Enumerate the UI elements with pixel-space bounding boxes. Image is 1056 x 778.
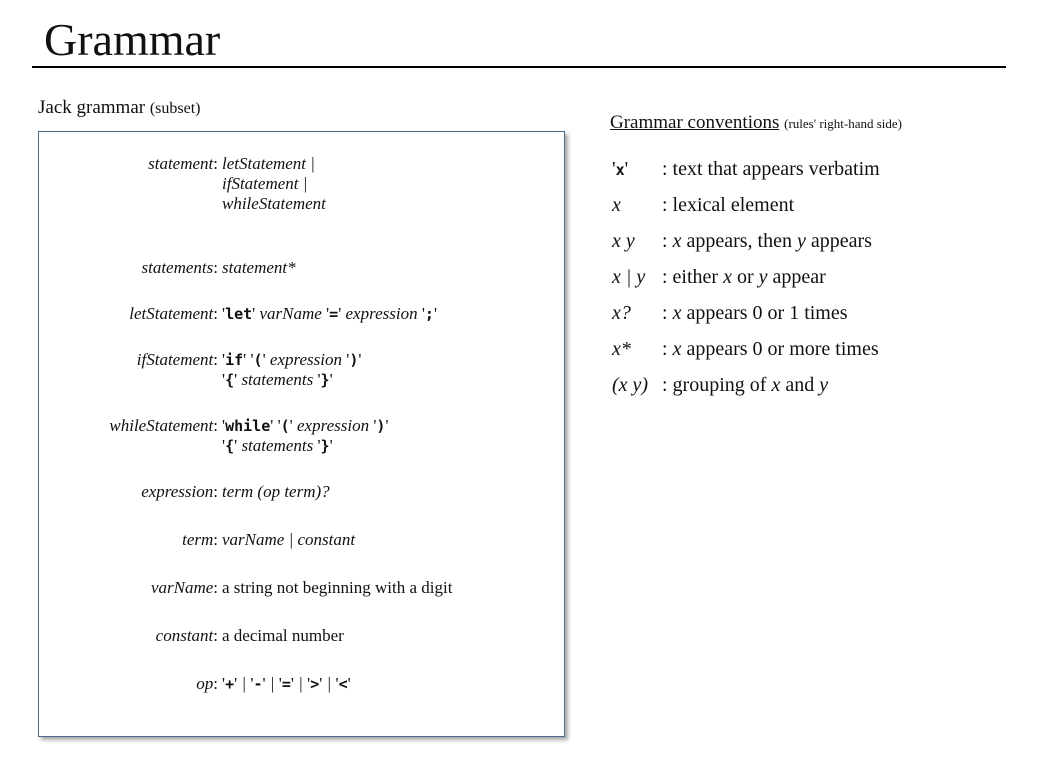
rule-lhs: op: bbox=[196, 674, 218, 693]
rule-lhs: letStatement: bbox=[129, 304, 218, 323]
convention-symbol: x y bbox=[612, 230, 635, 252]
convention-desc: : grouping of x and y bbox=[662, 374, 829, 396]
rule-rhs bbox=[222, 154, 326, 214]
convention-desc: : text that appears verbatim bbox=[662, 158, 880, 180]
conventions-heading-text: Grammar conventions bbox=[610, 112, 780, 133]
conventions-heading bbox=[610, 112, 902, 134]
rhs-line bbox=[222, 154, 326, 174]
convention-symbol: x? bbox=[612, 302, 631, 324]
rule-lhs: expression: bbox=[141, 482, 218, 501]
rule-lhs: constant: bbox=[155, 626, 218, 645]
conventions-heading-sub: (rules' right-hand side) bbox=[784, 116, 902, 131]
rhs-text: term (op term)? bbox=[222, 482, 330, 501]
rhs-text: statement* bbox=[222, 258, 296, 277]
rhs-text: varName | constant bbox=[222, 530, 356, 549]
convention-symbol: (x y) bbox=[612, 374, 649, 396]
rhs-line: 'while' '(' expression ')' bbox=[222, 416, 389, 435]
rule-rhs bbox=[222, 482, 330, 502]
rule-rhs bbox=[222, 626, 344, 646]
rule-lhs: whileStatement: bbox=[109, 416, 218, 435]
grammar-heading-sub: (subset) bbox=[149, 100, 201, 117]
rhs-text: a decimal number bbox=[222, 626, 344, 645]
rule-rhs bbox=[222, 578, 452, 598]
rule-rhs bbox=[222, 530, 355, 550]
convention-symbol: x bbox=[612, 194, 621, 216]
rhs-line bbox=[222, 626, 344, 646]
rhs-text: a string not beginning with a digit bbox=[222, 578, 453, 597]
rule-rhs bbox=[222, 350, 361, 390]
grammar-box bbox=[38, 131, 565, 737]
rhs-line: 'let' varName '=' expression ';' bbox=[222, 304, 438, 323]
rhs-text: ifStatement | bbox=[222, 174, 308, 193]
rhs-line bbox=[222, 174, 326, 194]
rule-lhs: statements: bbox=[141, 258, 218, 277]
convention-desc: : either x or y appear bbox=[662, 266, 826, 288]
convention-desc: : x appears 0 or 1 times bbox=[662, 302, 848, 324]
rhs-line: 'if' '(' expression ')' bbox=[222, 350, 362, 369]
grammar-heading-text: Jack grammar bbox=[38, 97, 146, 118]
convention-symbol: x* bbox=[612, 338, 631, 360]
rhs-line: '+' | '-' | '=' | '>' | '<' bbox=[222, 674, 351, 693]
rhs-line: '{' statements '}' bbox=[222, 436, 333, 455]
convention-desc: : x appears, then y appears bbox=[662, 230, 872, 252]
convention-symbol: 'x' bbox=[612, 158, 629, 180]
rhs-line bbox=[222, 194, 326, 214]
title-divider bbox=[32, 66, 1006, 68]
rhs-line bbox=[222, 578, 452, 598]
rhs-line: '{' statements '}' bbox=[222, 370, 333, 389]
rule-lhs: term: bbox=[182, 530, 218, 549]
grammar-heading bbox=[38, 97, 201, 119]
rhs-text: whileStatement bbox=[222, 194, 326, 213]
convention-desc: : x appears 0 or more times bbox=[662, 338, 879, 360]
rule-lhs: statement: bbox=[148, 154, 218, 173]
rule-lhs: varName: bbox=[150, 578, 218, 597]
rhs-line bbox=[222, 482, 330, 502]
rule-rhs bbox=[222, 416, 389, 456]
rule-rhs bbox=[222, 304, 437, 324]
rule-rhs bbox=[222, 258, 296, 278]
rhs-line bbox=[222, 530, 355, 550]
convention-symbol: x | y bbox=[612, 266, 646, 288]
convention-desc: : lexical element bbox=[662, 194, 795, 216]
rule-lhs: ifStatement: bbox=[136, 350, 218, 369]
page-title: Grammar bbox=[44, 14, 221, 65]
rule-rhs bbox=[222, 674, 351, 694]
rhs-text: letStatement | bbox=[222, 154, 315, 173]
rhs-line bbox=[222, 258, 296, 278]
